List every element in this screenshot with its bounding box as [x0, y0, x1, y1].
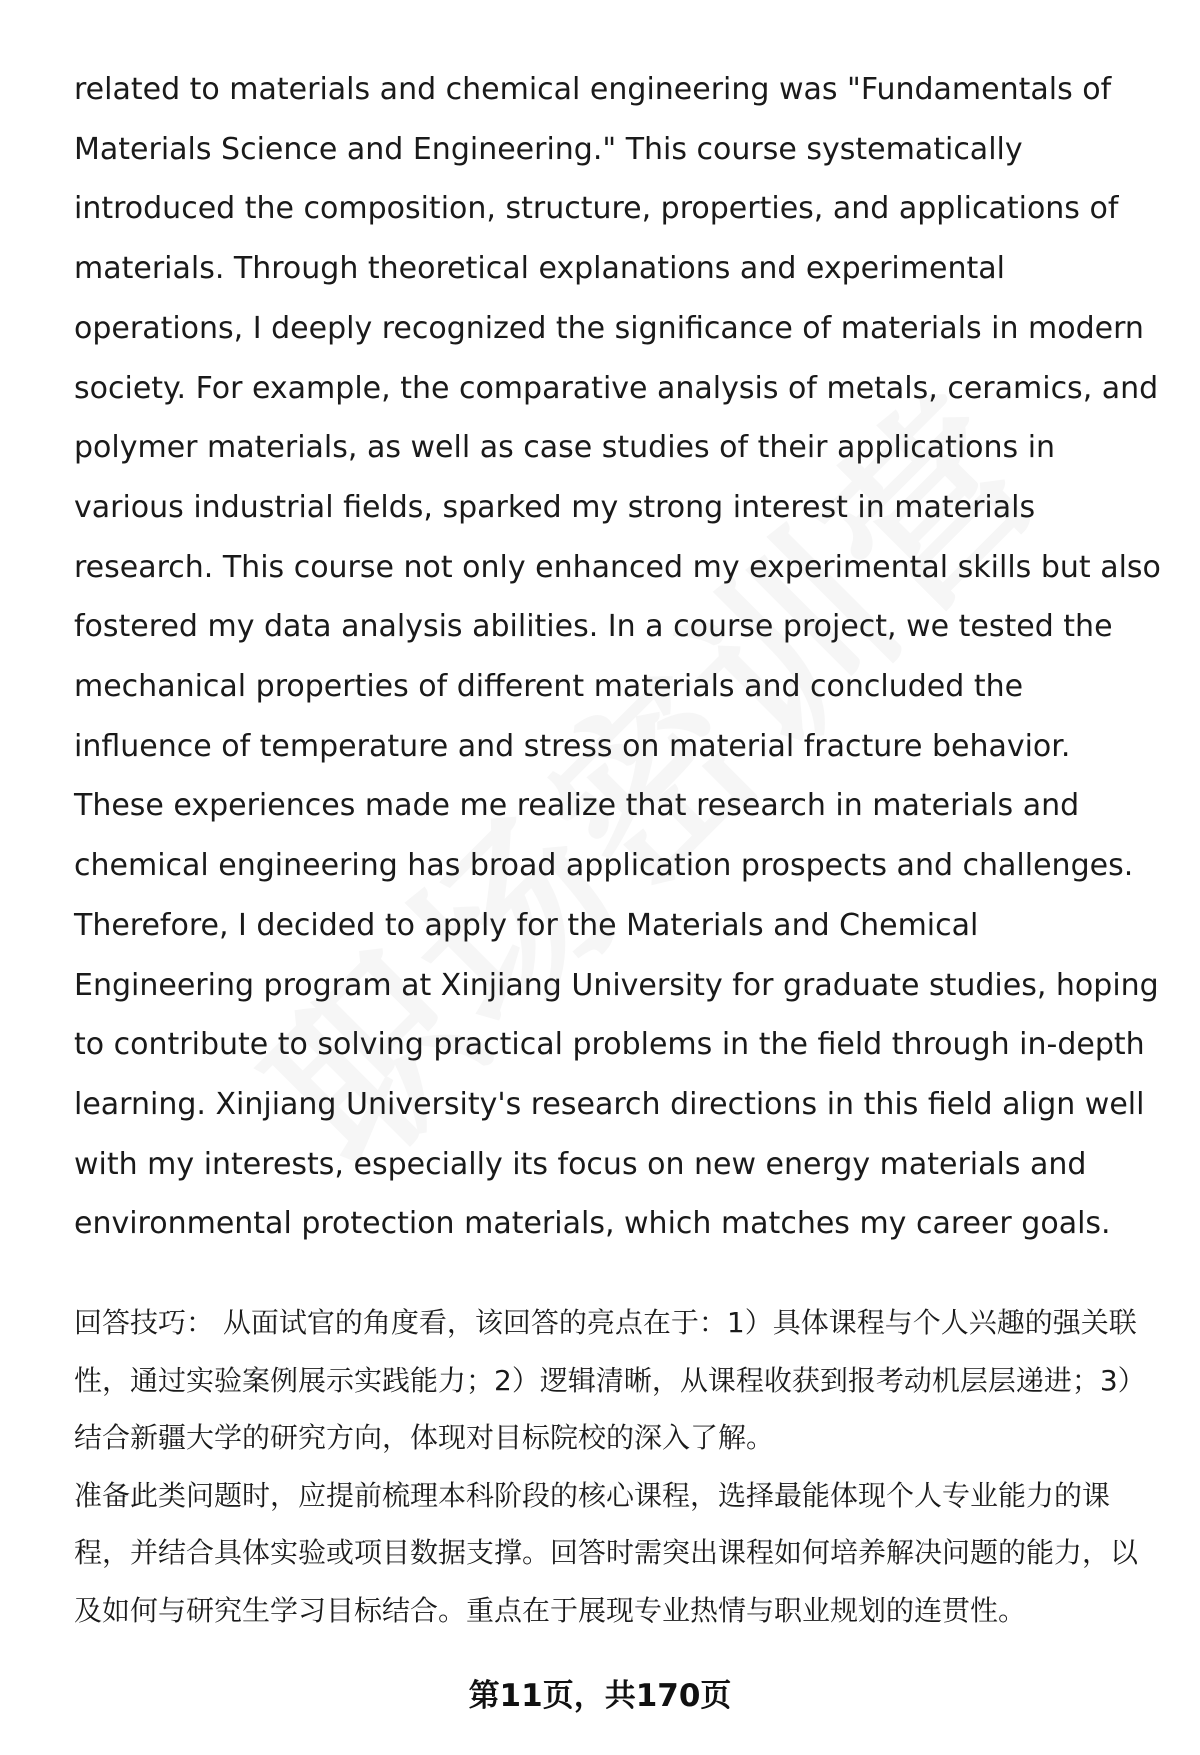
page-content [74, 60, 1164, 1639]
answer-tips-section [74, 1294, 1164, 1639]
page-number-footer: 第11页，共170页 [468, 1678, 732, 1714]
answer-tips-paragraph: 回答技巧： 从面试官的角度看，该回答的亮点在于：1）具体课程与个人兴趣的强关联性，通过实验案例展示实践能力；2）逻辑清晰，从课程收获到报考动机层层递进；3）结合新疆大学的研究方向，体现对目标院校的深入了解。 [74, 1306, 1146, 1455]
english-paragraph: related to materials and chemical engineering was "Fundamentals of Materials Science and Engineering." This course systematically introduced the composition, structure, properties, and applications of materials. Through theoretical explanations and experimental operations, I deeply recognized the significance of materials in modern society. For example, the comparative analysis of metals, ceramics, and polymer materials, as well as case studies of their applications in various industrial fields, sparked my strong interest in materials research. This course not only enhanced my experimental skills but also fostered my data analysis abilities. In a course project, we tested the mechanical properties of different materials and concluded the influence of temperature and stress on material fracture behavior. These experiences made me realize that research in materials and chemical engineering has broad application prospects and challenges. Therefore, I decided to apply for the Materials and Chemical Engineering program at Xinjiang University for graduate studies, hoping to contribute to solving practical problems in the field through in-depth learning. Xinjiang University's research directions in this field align well with my interests, especially its focus on new energy materials and environmental protection materials, which matches my career goals. [74, 72, 1161, 1242]
preparation-advice-paragraph: 准备此类问题时，应提前梳理本科阶段的核心课程，选择最能体现个人专业能力的课程，并结合具体实验或项目数据支撑。回答时需突出课程如何培养解决问题的能力，以及如何与研究生学习目标结合。重点在于展现专业热情与职业规划的连贯性。 [74, 1478, 1139, 1627]
